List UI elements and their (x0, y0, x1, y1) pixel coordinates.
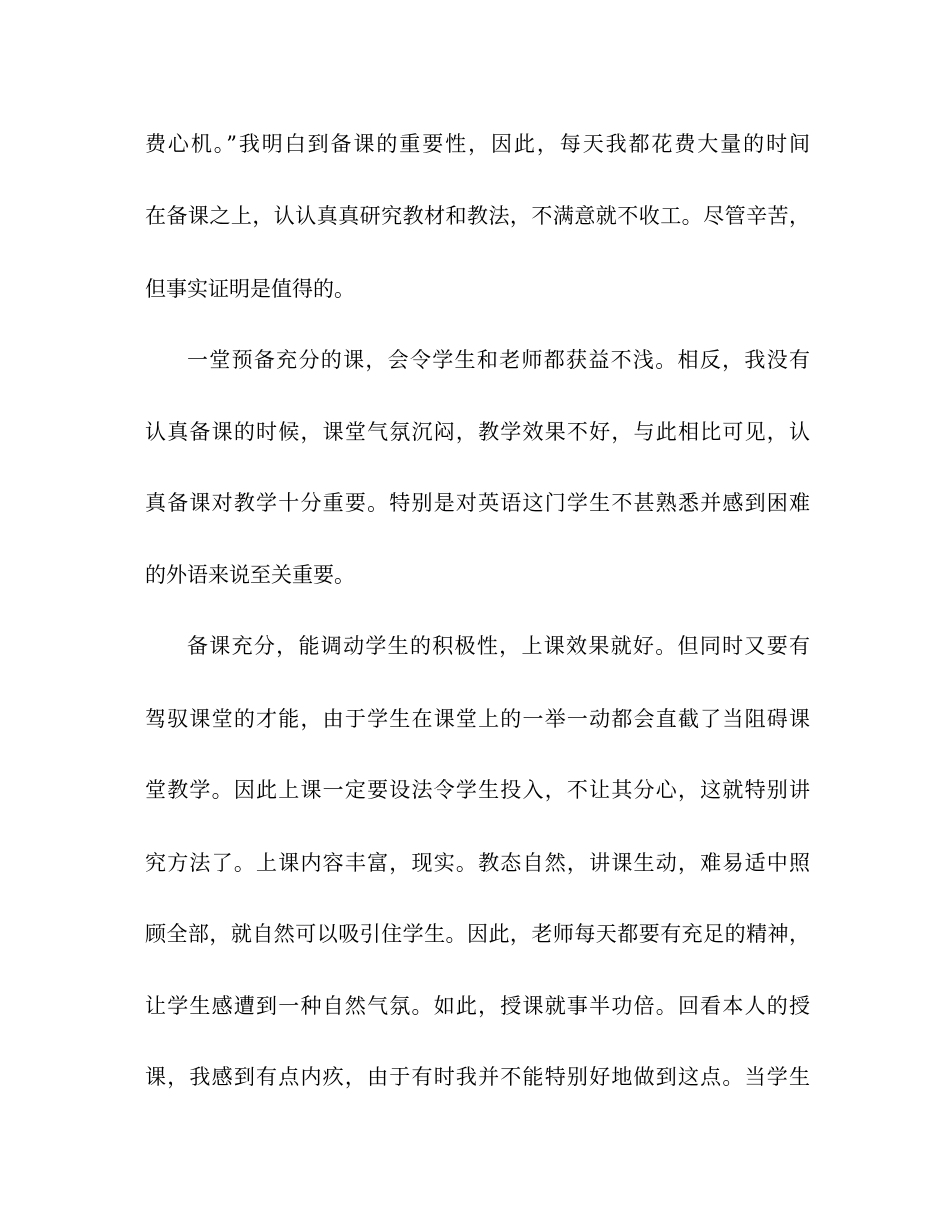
text-line: 让学生感遭到一种自然气氛。如此，授课就事半功倍。回看本人的授 (145, 994, 810, 1018)
paragraph-first-line: 备课充分，能调动学生的积极性，上课效果就好。但同时又要有 (187, 634, 810, 658)
paragraph-first-line: 一堂预备充分的课，会令学生和老师都获益不浅。相反，我没有 (187, 348, 810, 372)
text-line: 驾驭课堂的才能，由于学生在课堂上的一举一动都会直截了当阻碍课 (145, 707, 810, 731)
text-line: 但事实证明是值得的。 (145, 277, 355, 301)
text-line: 认真备课的时候，课堂气氛沉闷，教学效果不好，与此相比可见，认 (145, 420, 810, 444)
text-line: 费心机。”我明白到备课的重要性，因此，每天我都花费大量的时间 (145, 132, 810, 156)
text-line: 堂教学。因此上课一定要设法令学生投入，不让其分心，这就特别讲 (145, 778, 810, 802)
text-line: 究方法了。上课内容丰富，现实。教态自然，讲课生动，难易适中照 (145, 851, 810, 875)
text-line: 真备课对教学十分重要。特别是对英语这门学生不甚熟悉并感到困难 (145, 491, 810, 515)
text-line: 在备课之上，认认真真研究教材和教法，不满意就不收工。尽管辛苦， (145, 204, 810, 228)
text-line: 课，我感到有点内疚，由于有时我并不能特别好地做到这点。当学生 (145, 1065, 810, 1089)
text-line: 的外语来说至关重要。 (145, 563, 355, 587)
text-line: 顾全部，就自然可以吸引住学生。因此，老师每天都要有充足的精神， (145, 922, 810, 946)
